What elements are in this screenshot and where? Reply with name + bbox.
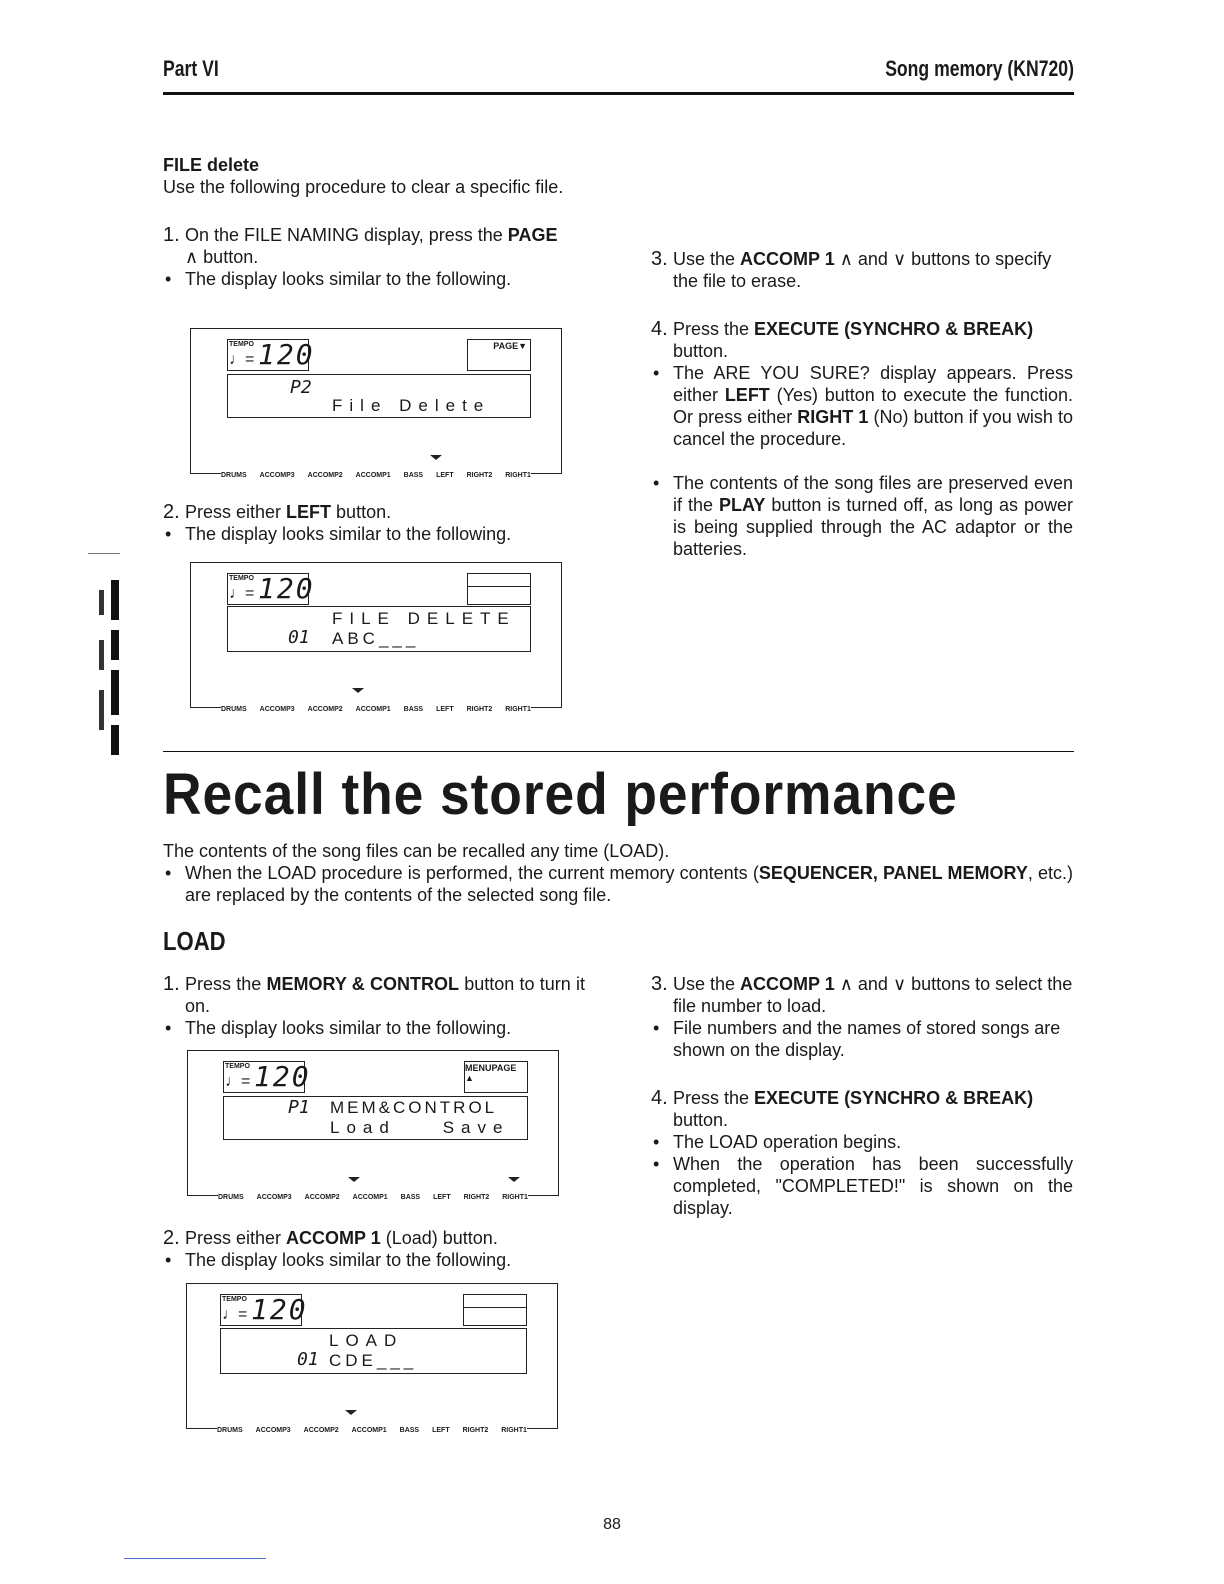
down-arrow-icon	[345, 1410, 357, 1415]
step-text-2: (Load) button.	[380, 1228, 498, 1248]
page-indicator-box	[464, 1061, 528, 1093]
btn-label-drums: DRUMS	[217, 1427, 243, 1434]
step-text-2: button to turn it on.	[185, 974, 585, 1016]
lcd-line-1: FILE DELETE	[332, 609, 516, 628]
recall-title: Recall the stored performance	[163, 762, 958, 827]
btn-label-accomp3: ACCOMP3	[256, 1194, 292, 1201]
btn-label-right2: RIGHT2	[466, 472, 493, 479]
file-delete-right	[651, 248, 1073, 560]
step-number: 2.	[163, 501, 180, 523]
load-right	[651, 973, 1073, 1219]
recall-intro-block	[163, 840, 1073, 906]
step-number: 4.	[651, 1087, 668, 1109]
lcd-page: P1	[288, 1097, 310, 1118]
btn-label-accomp2: ACCOMP2	[303, 1427, 339, 1434]
file-delete-step4-bullet	[651, 362, 1073, 450]
file-delete-step1	[163, 224, 588, 268]
page-indicator-box	[467, 573, 531, 605]
note-icon: ♩=	[229, 585, 255, 602]
bottom-link-rule	[124, 1558, 266, 1559]
recall-bullet	[163, 862, 1073, 906]
step-bold: ACCOMP 1	[740, 974, 835, 994]
btn-label-left: LEFT	[436, 472, 454, 479]
btn-label-bass: BASS	[399, 1427, 420, 1434]
btn-label-left: LEFT	[433, 1194, 451, 1201]
step-text-2: ∧ and ∨ buttons to select the file number to load.	[673, 974, 1073, 1016]
file-delete-left	[163, 154, 588, 290]
step-text: Press the	[185, 974, 267, 994]
btn-label-left: LEFT	[432, 1427, 450, 1434]
lcd-panel-file-delete-confirm	[190, 562, 562, 713]
btn-label-right1: RIGHT1	[502, 1194, 528, 1201]
btn-label-bass: BASS	[403, 706, 424, 713]
lcd-line-1: File Delete	[332, 396, 491, 415]
header-rule	[163, 92, 1074, 95]
tempo-box	[223, 1060, 311, 1093]
step-text: Press the	[673, 1088, 755, 1108]
step-text-2: button.	[673, 341, 729, 361]
lcd-main-area	[227, 606, 531, 652]
step-text: Press either	[185, 502, 287, 522]
lcd-panel-file-delete	[190, 328, 562, 479]
page-indicator-box	[467, 339, 531, 371]
step-text: Press either	[185, 1228, 287, 1248]
panel-button-labels	[221, 706, 531, 714]
btn-label-accomp3: ACCOMP3	[255, 1427, 291, 1434]
tempo-label: TEMPO	[229, 575, 254, 582]
load-step4-bullet-2: • When the operation has been successfully completed, "COMPLETED!" is shown on the display.	[651, 1153, 1073, 1219]
panel-button-labels	[221, 472, 531, 480]
btn-label-drums: DRUMS	[221, 472, 247, 479]
tempo-label: TEMPO	[225, 1063, 250, 1070]
btn-label-right2: RIGHT2	[466, 706, 493, 713]
lcd-main-area	[227, 374, 531, 418]
file-delete-step2-wrap	[163, 501, 588, 545]
load-left	[163, 973, 585, 1039]
lcd-panel-mem-control	[187, 1050, 559, 1201]
lcd-line-2: ABC___	[332, 629, 420, 648]
step-text-2: button.	[673, 1110, 729, 1130]
header-section-wrap	[674, 58, 1074, 81]
side-tick	[88, 553, 120, 554]
header-section: Song memory (KN720)	[885, 56, 1074, 81]
file-delete-step2-bullet: • The display looks similar to the following.	[163, 523, 588, 545]
lcd-line-1: LOAD	[329, 1331, 404, 1350]
page-indicator-label: MENUPAGE ▲	[465, 1063, 517, 1083]
load-step1-bullet: • The display looks similar to the following.	[163, 1017, 585, 1039]
text: button is turned off, as long as power is being supplied through the AC adaptor or the batteries.	[673, 495, 1074, 559]
btn-label-right2: RIGHT2	[463, 1194, 490, 1201]
btn-label-accomp1: ACCOMP1	[355, 472, 391, 479]
tempo-label: TEMPO	[229, 341, 254, 348]
lcd-main-area	[220, 1328, 527, 1374]
text: , etc.) are replaced by the contents of the selected song file.	[185, 863, 1073, 905]
text: The ARE YOU SURE? display appears. Press either	[673, 363, 1073, 405]
page-indicator-box	[463, 1294, 527, 1326]
down-arrow-icon	[352, 688, 364, 693]
page-number: 88	[603, 1516, 621, 1533]
load-title: LOAD	[163, 926, 226, 956]
tempo-value: 120	[258, 338, 315, 371]
step-text: Use the	[673, 249, 741, 269]
step-text: Use the	[673, 974, 741, 994]
text: (Yes) button to execute the function. Or press either	[673, 385, 1073, 427]
tempo-value: 120	[251, 1293, 308, 1326]
btn-label-accomp1: ACCOMP1	[351, 1427, 387, 1434]
tempo-value: 120	[254, 1060, 311, 1093]
file-delete-intro: Use the following procedure to clear a specific file.	[163, 177, 564, 197]
btn-label-right1: RIGHT1	[501, 1427, 527, 1434]
bold: PLAY	[718, 495, 766, 515]
page-indicator-label: PAGE▼	[493, 341, 527, 351]
load-step4	[651, 1087, 1073, 1131]
tempo-value: 120	[258, 572, 315, 605]
bold: LEFT	[724, 385, 770, 405]
load-step2-bullet: • The display looks similar to the following.	[163, 1249, 585, 1271]
step-bold: PAGE	[507, 225, 558, 245]
step-bold: LEFT	[286, 502, 332, 522]
step-number: 4.	[651, 318, 668, 340]
btn-label-right1: RIGHT1	[505, 706, 531, 713]
step-text-2: ∧ and ∨ buttons to specify the file to erase.	[673, 249, 1052, 291]
lcd-line-1: MEM&CONTROL	[330, 1098, 498, 1117]
step-bold: ACCOMP 1	[740, 249, 835, 269]
recall-intro: The contents of the song files can be recalled any time (LOAD).	[163, 841, 670, 861]
step-text-2: ∧ button.	[185, 247, 259, 267]
load-step2-wrap	[163, 1227, 585, 1271]
btn-label-accomp2: ACCOMP2	[307, 706, 343, 713]
bold: SEQUENCER, PANEL MEMORY	[758, 863, 1028, 883]
step-number: 1.	[163, 224, 180, 246]
step-number: 2.	[163, 1227, 180, 1249]
panel-button-labels	[218, 1194, 528, 1202]
step-bold: EXECUTE (SYNCHRO & BREAK)	[754, 1088, 1034, 1108]
lcd-main-area	[223, 1096, 528, 1140]
file-delete-step3	[651, 248, 1073, 292]
btn-label-right2: RIGHT2	[462, 1427, 489, 1434]
tempo-label: TEMPO	[222, 1296, 247, 1303]
step-text: On the FILE NAMING display, press the	[185, 225, 508, 245]
btn-label-left: LEFT	[436, 706, 454, 713]
note-icon: ♩=	[222, 1306, 248, 1323]
down-arrow-icon	[348, 1177, 360, 1182]
btn-label-accomp3: ACCOMP3	[259, 706, 295, 713]
lcd-file-number: 01	[297, 1349, 319, 1370]
bold: RIGHT 1	[797, 407, 869, 427]
btn-label-accomp1: ACCOMP1	[355, 706, 391, 713]
tempo-box	[220, 1293, 308, 1326]
step-text-2: button.	[331, 502, 392, 522]
step-bold: EXECUTE (SYNCHRO & BREAK)	[754, 319, 1034, 339]
lcd-panel-load	[186, 1283, 558, 1434]
step-number: 3.	[651, 973, 668, 995]
load-step1	[163, 973, 585, 1017]
file-delete-step2	[163, 501, 588, 523]
text: (No) button if you wish to cancel the procedure.	[673, 407, 1073, 449]
btn-label-accomp1: ACCOMP1	[352, 1194, 388, 1201]
note-icon: ♩=	[229, 351, 255, 368]
step-number: 1.	[163, 973, 180, 995]
step-number: 3.	[651, 248, 668, 270]
step-bold: ACCOMP 1	[286, 1228, 381, 1248]
load-step3-bullet: • File numbers and the names of stored songs are shown on the display.	[651, 1017, 1073, 1061]
note-icon: ♩=	[225, 1073, 251, 1090]
down-arrow-icon	[430, 455, 442, 460]
step-text: Press the	[673, 319, 755, 339]
btn-label-right1: RIGHT1	[505, 472, 531, 479]
file-delete-step1-bullet: • The display looks similar to the following.	[163, 268, 588, 290]
lcd-line-2: CDE___	[329, 1351, 418, 1370]
lcd-page: P2	[290, 377, 312, 398]
file-delete-note-bullet	[651, 472, 1073, 560]
btn-label-drums: DRUMS	[218, 1194, 244, 1201]
section-rule	[163, 751, 1074, 752]
load-step3	[651, 973, 1073, 1017]
btn-label-drums: DRUMS	[221, 706, 247, 713]
btn-label-bass: BASS	[403, 472, 424, 479]
tempo-box	[227, 338, 315, 371]
lcd-line-2: Load Save	[330, 1118, 510, 1137]
btn-label-accomp2: ACCOMP2	[304, 1194, 340, 1201]
lcd-file-number: 01	[288, 627, 310, 648]
load-step2	[163, 1227, 585, 1249]
file-delete-step4	[651, 318, 1073, 362]
tempo-box	[227, 572, 315, 605]
btn-label-accomp3: ACCOMP3	[259, 472, 295, 479]
file-delete-heading: FILE delete	[163, 155, 260, 175]
text: The contents of the song files are preserved even if the	[673, 473, 1073, 515]
step-bold: MEMORY & CONTROL	[266, 974, 459, 994]
side-tab-marker	[95, 570, 121, 760]
text: When the LOAD procedure is performed, the current memory contents (	[185, 863, 759, 883]
load-step4-bullet-1: • The LOAD operation begins.	[651, 1131, 1073, 1153]
panel-button-labels	[217, 1427, 527, 1435]
btn-label-accomp2: ACCOMP2	[307, 472, 343, 479]
btn-label-bass: BASS	[400, 1194, 421, 1201]
header-part: Part VI	[163, 56, 219, 81]
down-arrow-icon-2	[508, 1177, 520, 1182]
